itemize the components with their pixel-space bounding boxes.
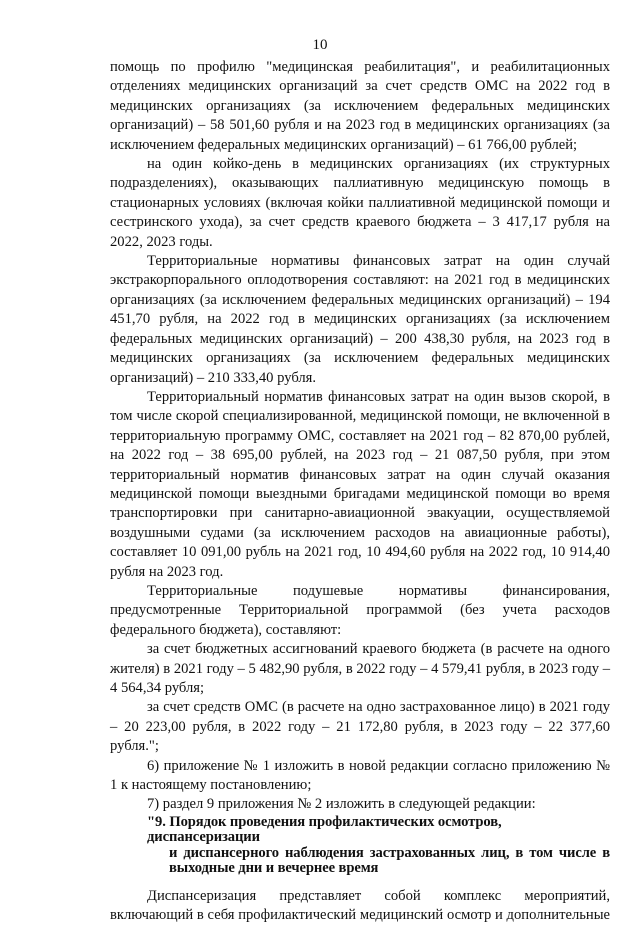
paragraph-ivf-norm: Территориальные нормативы финансовых затрат на один случай экстракорпорального оплодотворения составляют: на 2021 год в медицинских организациях (за исключением федеральных медицинских организаций) – 194 451,70 рубля, на 2022 год в медицинских организациях (за исключением федеральных медицинских организаций) – 200 438,30 рубля, на 2023 год в медицинских организациях (за исключением федеральных медицинских организаций) – 210 333,40 рубля. (110, 253, 610, 386)
paragraph-oms-funds: за счет средств ОМС (в расчете на одно застрахованное лицо) в 2021 году – 20 223,00 рубля, в 2022 году – 21 172,80 рубля, в 2023 году – 22 377,60 рубля."; (110, 699, 610, 755)
document-body (110, 58, 610, 926)
paragraph-ambulance-norm: Территориальный норматив финансовых затрат на один вызов скорой, в том числе скорой специализированной, медицинской помощи, не включенной в территориальную программу ОМС, составляет на 2021 год – 82 870,00 рублей, на 2022 год – 38 695,00 рублей, на 2023 год – 21 087,50 рубля, при этом территориальный норматив финансовых затрат на один случай оказания медицинской помощи выездными бригадами медицинской помощи во время транспортировки при санитарно-авиационной эвакуации, осуществляемой воздушными судами (за исключением расходов на авиационные работы), составляет 10 091,00 рубль на 2021 год, 10 494,60 рубля на 2022 год, 10 914,40 рубля на 2023 год. (110, 388, 610, 580)
section-number: "9. (147, 813, 166, 830)
paragraph-dispensarization: Диспансеризация представляет собой комплекс мероприятий, включающий в себя профилактический медицинский осмотр и дополнительные (110, 887, 610, 924)
page-number: 10 (312, 37, 328, 53)
paragraph-regional-budget: за счет бюджетных ассигнований краевого бюджета (в расчете на одного жителя) в 2021 году – 5 482,90 рубля, в 2022 году – 4 579,41 рубля, в 2023 году – 4 564,34 рубля; (110, 641, 610, 696)
section-title-first-line: Порядок проведения профилактических осмотров, диспансеризации (147, 813, 502, 846)
spacer (110, 877, 610, 887)
paragraph-per-capita-intro: Территориальные подушевые нормативы финансирования, предусмотренные Территориальной программой (без учета расходов федерального бюджета), составляют: (110, 582, 610, 638)
paragraph-item-7: 7) раздел 9 приложения № 2 изложить в следующей редакции: (147, 796, 536, 813)
section-heading (110, 815, 610, 877)
paragraph-continuation: помощь по профилю "медицинская реабилитация", и реабилитационных отделениях медицинских организаций за счет средств ОМС на 2022 год в медицинских организациях (за исключением федеральных медицинских организаций) – 58 501,60 рубля и на 2023 год в медицинских организациях (за исключением федеральных медицинских организаций) – 61 766,00 рублей; (110, 59, 610, 153)
section-heading-line1 (147, 815, 610, 846)
paragraph-item-6: 6) приложение № 1 изложить в новой редакции согласно приложению № 1 к настоящему постановлению; (110, 757, 610, 794)
paragraph-bed-day-norm: на один койко-день в медицинских организациях (их структурных подразделениях), оказывающих паллиативную медицинскую помощь в стационарных условиях (включая койки паллиативной медицинской помощи и сестринского ухода), за счет средств краевого бюджета – 3 417,17 рубля на 2022, 2023 годы. (110, 156, 610, 250)
section-title-rest: и диспансерного наблюдения застрахованных лиц, в том числе в выходные дни и вечернее время (169, 844, 610, 877)
